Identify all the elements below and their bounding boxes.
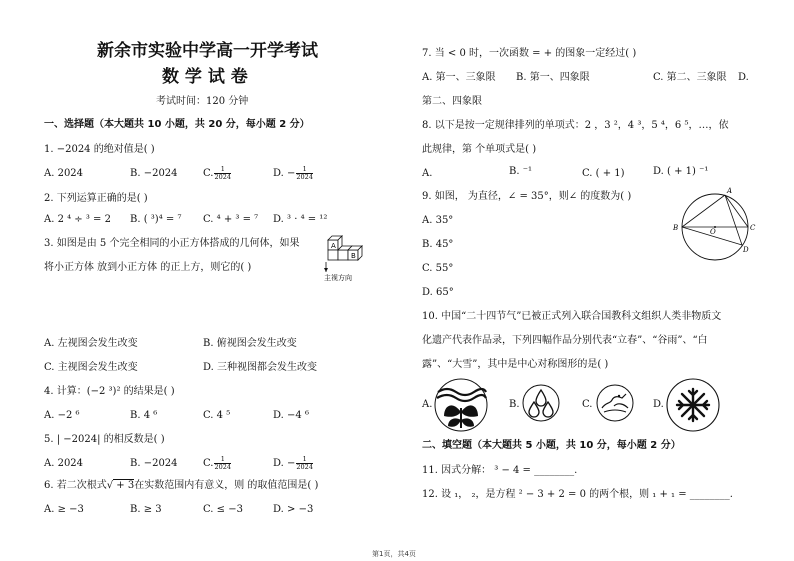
q5-option-b: B. −2024 [130,458,178,469]
q1-option-d: D. − $\frac{1}{2024}$ [273,165,313,181]
q6-option-b: B. ≥ 3 [130,504,162,515]
q9-label-o: O [710,228,716,236]
q11-stem: 11. 因式分解： ³ − 4 = ________. [422,465,578,476]
exam-title: 新余市实验中学高一开学考试 [97,41,318,61]
q9-stem: 9. 如图， 为直径，∠ = 35°，则∠ 的度数为( ) [422,191,632,202]
q8-option-c: C. ( + 1) [582,168,625,179]
q2-option-a: A. 2 ⁴ ÷ ³ = 2 [44,214,111,225]
q7-option-d-text: 第二、四象限 [422,96,482,107]
q3-fig-label-b: B [351,252,356,260]
q9-option-d: D. 65° [422,287,454,298]
q1-stem: 1. −2024 的绝对值是( ) [44,144,155,155]
q9-label-d: D [743,246,749,254]
q4-option-b: B. 4 ⁶ [130,410,158,421]
q6-option-a: A. ≥ −3 [44,504,84,515]
q6-stem: 6. 若二次根式√ + 3在实数范围内有意义，则 的取值范围是( ) [44,480,319,491]
q5-option-a: A. 2024 [44,458,84,469]
q7-option-d: D. [738,72,749,83]
q3-line1: 3. 如图是由 5 个完全相同的小正方体搭成的几何体，如果 [44,238,300,249]
q9-circle-figure [672,186,762,256]
sqrt-sign: √ [106,480,114,491]
q10-line2: 化遗产代表作品录，下列四幅作品分别代表“立春”、“谷雨”、“白 [422,335,708,346]
q10-option-b: B. [509,399,520,410]
q9-option-b: B. 45° [422,239,454,250]
q10-line3: 露”、“大雪”，其中是中心对称图形的是( ) [422,359,609,370]
q3-option-c: C. 主视图会发生改变 [44,362,138,373]
q10-lichun-image [434,378,488,432]
q7-option-b: B. 第一、四象限 [516,72,590,83]
q6-option-c: C. ≤ −3 [203,504,243,515]
q2-stem: 2. 下列运算正确的是( ) [44,193,148,204]
q9-label-b: B [673,224,679,232]
q5-option-c: C. $\frac{1}{2024}$ [203,455,232,471]
q7-stem: 7. 当 < 0 时，一次函数 = + 的图象一定经过( ) [422,48,637,59]
q8-line1: 8. 以下是按一定规律排列的单项式：2 ，3 ²，4 ³，5 ⁴，6 ⁵，…，依 [422,120,729,131]
q4-option-a: A. −2 ⁶ [44,410,80,421]
q10-bailu-image [596,384,634,422]
q10-option-d: D. [653,399,664,410]
q3-option-d: D. 三种视图都会发生改变 [203,362,318,373]
q3-view-direction-label: 主视方向 [324,274,352,282]
q10-guyu-image [522,384,560,422]
exam-subtitle: 数 学 试 卷 [162,67,248,87]
q1-option-b: B. −2024 [130,168,178,179]
q3-line2: 将小正方体 放到小正方体 的正上方，则它的( ) [44,262,252,273]
q9-option-c: C. 55° [422,263,454,274]
q10-line1: 10. 中国“二十四节气”已被正式列入联合国教科文组织人类非物质文 [422,311,722,322]
q3-fig-label-a: A [331,242,336,250]
q5-stem: 5. | −2024| 的相反数是( ) [44,434,165,445]
q4-option-c: C. 4 ⁵ [203,410,231,421]
q8-option-b: B. ⁻¹ [509,166,532,177]
q3-cube-figure [322,236,372,286]
q1-option-c: C. $\frac{1}{2024}$ [203,165,232,181]
exam-time: 考试时间：120 分钟 [156,96,249,107]
q8-option-d: D. ( + 1) ⁻¹ [653,166,709,177]
q8-option-a: A. [422,168,433,179]
q2-option-c: C. ⁴ + ³ = ⁷ [203,214,259,225]
q6-option-d: D. > −3 [273,504,314,515]
q2-option-b: B. ( ³)⁴ = ⁷ [130,214,182,225]
q10-option-c: C. [582,399,593,410]
section-heading-fill: 二、填空题（本大题共 5 小题，共 10 分，每小题 2 分） [422,440,681,451]
q1-option-a: A. 2024 [44,168,84,179]
q2-option-d: D. ³ · ⁴ = ¹² [273,214,328,225]
q9-label-c: C [750,224,756,232]
q3-option-a: A. 左视图会发生改变 [44,338,138,349]
q10-daxue-snowflake-image [666,378,720,432]
q4-option-d: D. −4 ⁶ [273,410,309,421]
q3-option-b: B. 俯视图会发生改变 [203,338,297,349]
q5-option-d: D. − $\frac{1}{2024}$ [273,455,313,471]
q8-line2: 此规律，第 个单项式是( ) [422,144,537,155]
q12-stem: 12. 设 ₁， ₂，是方程 ² − 3 + 2 = 0 的两个根，则 ₁ + ₁ = ________. [422,489,733,500]
q9-label-a: A [727,187,733,195]
q7-option-a: A. 第一、三象限 [422,72,496,83]
q7-option-c: C. 第二、三象限 [653,72,727,83]
q9-option-a: A. 35° [422,215,454,226]
page-footer: 第1页，共4页 [372,550,416,558]
q4-stem: 4. 计算：(−2 ³)² 的结果是( ) [44,386,175,397]
section-heading-choice: 一、选择题（本大题共 10 小题，共 20 分，每小题 2 分） [44,119,310,130]
q6-radicand: + 3 [113,480,135,491]
q10-option-a: A. [422,399,433,410]
